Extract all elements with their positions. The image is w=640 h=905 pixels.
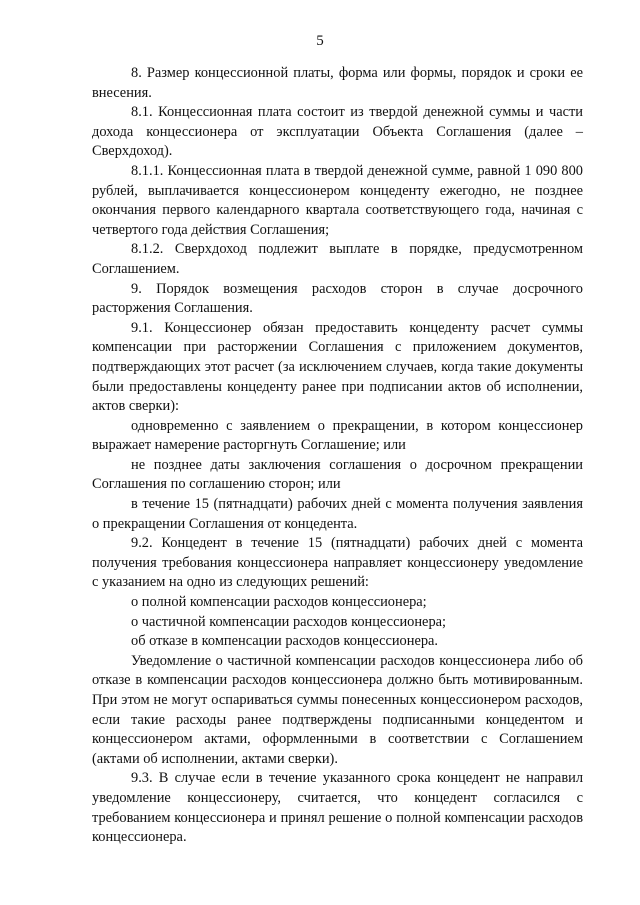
paragraph-8-1-2: 8.1.2. Сверхдоход подлежит выплате в порядке, предусмотренном Соглашением. [92, 241, 583, 277]
paragraph-8-1: 8.1. Концессионная плата состоит из твердой денежной суммы и части дохода концессионера от эксплуатации Объекта Соглашения (далее – Сверхдоход). [92, 104, 583, 160]
list-item-9-2-b: о частичной компенсации расходов концессионера; [131, 613, 447, 630]
list-item-9-1-b: не позднее даты заключения соглашения о досрочном прекращении Соглашения по соглашению сторон; или [92, 456, 583, 493]
paragraph-8-1-1: 8.1.1. Концессионная плата в твердой денежной сумме, равной 1 090 800 рублей, выплачивается концессионером концеденту ежегодно, не позднее окончания первого календарного квартала соответствующего года, начиная с четвертого года действия Соглашения; [92, 162, 583, 238]
paragraph-8-heading: 8. Размер концессионной платы, форма или формы, порядок и сроки ее внесения. [92, 65, 583, 101]
list-item-9-1-a: одновременно с заявлением о прекращении, в котором концессионер выражает намерение расторгнуть Соглашение; или [92, 417, 583, 454]
page-number: 5 [316, 33, 324, 49]
paragraph-notification: Уведомление о частичной компенсации расходов концессионера либо об отказе в компенсации расходов концессионера должно быть мотивированным. При этом не могут оспариваться суммы понесенных концессионером расходов, если такие расходы ранее подтверждены подписанными концедентом и концессионером актами, оформленными в соответствии с Соглашением (актами об исполнении, актами сверки). [92, 652, 583, 767]
paragraph-9-3: 9.3. В случае если в течение указанного срока концедент не направил уведомление концессионеру, считается, что концедент согласился с требованием концессионера и принял решение о полной компенсации расходов концессионера. [92, 770, 583, 846]
list-item-9-1-c: в течение 15 (пятнадцати) рабочих дней с момента получения заявления о прекращении Соглашения от концедента. [92, 496, 583, 532]
list-item-9-2-c: об отказе в компенсации расходов концессионера. [131, 633, 439, 650]
document-body [92, 64, 583, 848]
paragraph-9-2: 9.2. Концедент в течение 15 (пятнадцати) рабочих дней с момента получения требования концессионера направляет концессионеру уведомление с указанием на одно из следующих решений: [92, 535, 583, 591]
list-item-9-2-a: о полной компенсации расходов концессионера; [131, 594, 427, 611]
paragraph-9-heading: 9. Порядок возмещения расходов сторон в случае досрочного расторжения Соглашения. [92, 280, 583, 317]
paragraph-9-1: 9.1. Концессионер обязан предоставить концеденту расчет суммы компенсации при расторжении Соглашения с приложением документов, подтверждающих этот расчет (за исключением случаев, когда такие документы были предоставлены концеденту ранее при подписании актов об исполнении, актов сверки): [92, 319, 583, 415]
